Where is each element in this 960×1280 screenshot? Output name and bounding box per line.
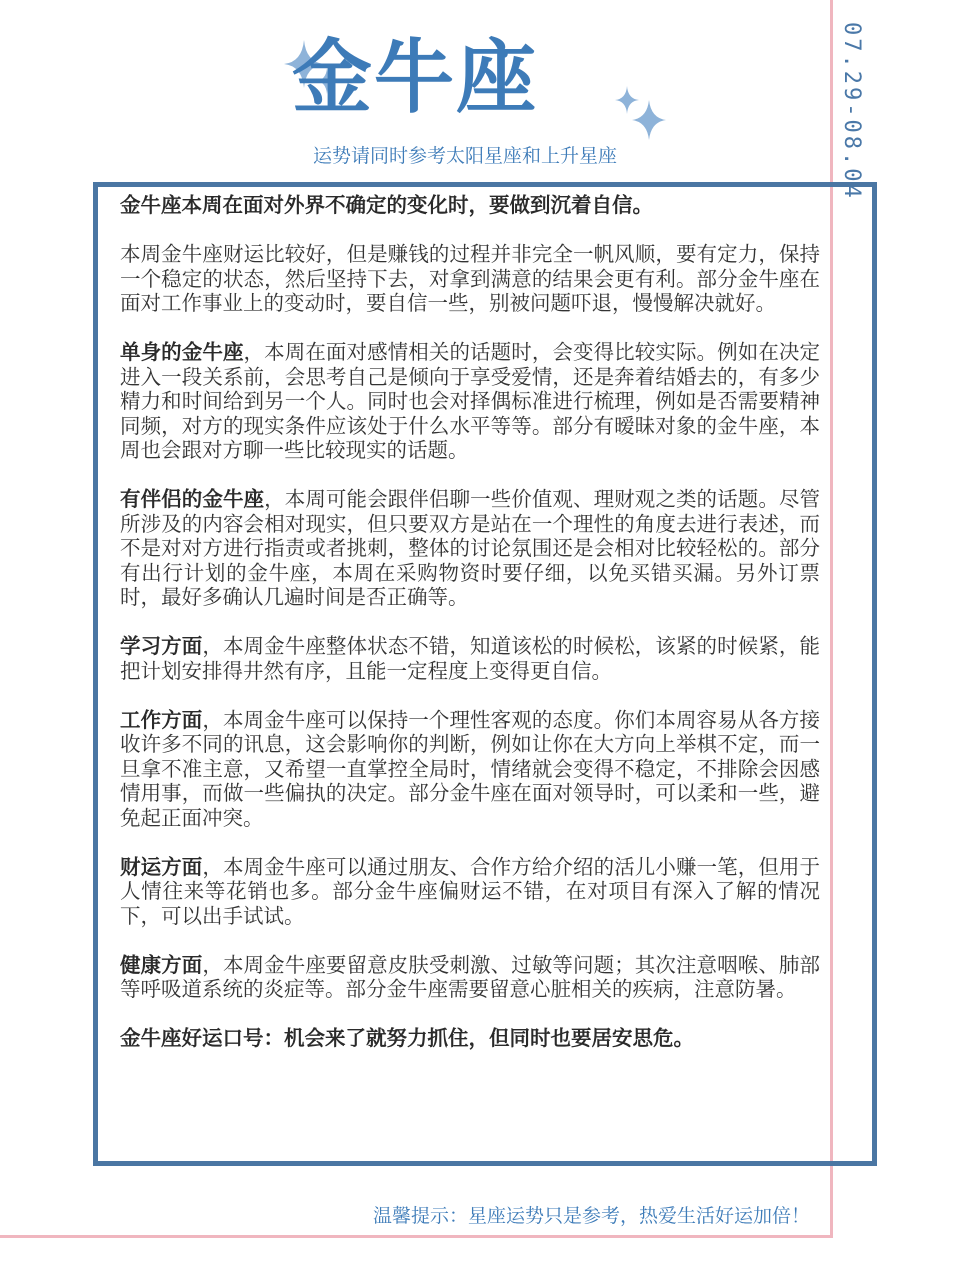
slogan-text: 金牛座好运口号：机会来了就努力抓住，但同时也要居安思危。 [120, 1026, 694, 1050]
wealth-overview-paragraph: 本周金牛座财运比较好，但是赚钱的过程并非完全一帆风顺，要有定力，保持一个稳定的状态，然后坚持下去，对拿到满意的结果会更有利。部分金牛座在面对工作事业上的变动时，要自信一些，别被问题吓退，慢慢解决就好。 [120, 242, 820, 315]
page-subtitle: 运势请同时参考太阳星座和上升星座 [312, 145, 617, 167]
section-heading: 学习方面 [120, 634, 203, 658]
date-range: 07.29-08.04 [839, 22, 864, 201]
section-heading: 健康方面 [120, 952, 203, 977]
section-study [120, 634, 820, 683]
section-text: ，本周金牛座可以保持一个理性客观的态度。你们本周容易从各方接收许多不同的讯息，这会影响你的判断，例如让你在大方向上举棋不定，而一旦拿不准主意，又希望一直掌控全局时，情绪就会变得不稳定，不排除会因感情用事，而做一些偏执的决定。部分金牛座在面对领导时，可以柔和一些，避免起正面冲突。 [120, 707, 821, 830]
section-wealth [120, 855, 820, 929]
section-single [120, 340, 820, 463]
section-partnered [120, 487, 820, 610]
section-text: ，本周金牛座整体状态不错，知道该松的时候松，该紧的时候紧，能把计划安排得井然有序，且能一定程度上变得更自信。 [120, 634, 821, 683]
section-text: ，本周可能会跟伴侣聊一些价值观、理财观之类的话题。尽管所涉及的内容会相对现实，但只要双方是站在一个理性的角度去进行表述，而不是对对方进行指责或者挑刺，整体的讨论氛围还是会相对比较轻松的。部分有出行计划的金牛座，本周在采购物资时要仔细，以免买错买漏。另外订票时，最好多确认几遍时间是否正确等。 [120, 487, 821, 609]
section-health [120, 953, 820, 1002]
section-work [120, 708, 820, 831]
section-text: ，本周在面对感情相关的话题时，会变得比较实际。例如在决定进入一段关系前，会思考自己是倾向于享受爱情，还是奔着结婚去的，有多少精力和时间给到另一个人。同时也会对择偶标准进行梳理，例如是否需要精神同频，对方的现实条件应该处于什么水平等等。部分有暧昧对象的金牛座，本周也会跟对方聊一些比较现实的话题。 [120, 340, 820, 462]
horoscope-body [120, 193, 820, 1051]
pink-horizontal-line [0, 1235, 833, 1238]
slogan-paragraph [120, 1026, 820, 1051]
section-text: ，本周金牛座要留意皮肤受刺激、过敏等问题；其次注意咽喉、肺部等呼吸道系统的炎症等。部分金牛座需要留意心脏相关的疾病，注意防暑。 [120, 952, 821, 1001]
section-text: ，本周金牛座可以通过朋友、合作方给介绍的活儿小赚一笔，但用于人情往来等花销也多。部分金牛座偏财运不错，在对项目有深入了解的情况下，可以出手试试。 [120, 854, 821, 928]
footer-tip: 温馨提示：星座运势只是参考，热爱生活好运加倍！ [372, 1205, 810, 1227]
section-heading: 工作方面 [120, 707, 203, 732]
section-heading: 有伴侣的金牛座 [120, 487, 265, 511]
intro-text: 金牛座本周在面对外界不确定的变化时，要做到沉着自信。 [120, 193, 653, 217]
page-title: 金牛座 [292, 31, 538, 124]
intro-paragraph [120, 193, 820, 218]
section-heading: 单身的金牛座 [120, 340, 244, 364]
section-heading: 财运方面 [120, 854, 203, 879]
